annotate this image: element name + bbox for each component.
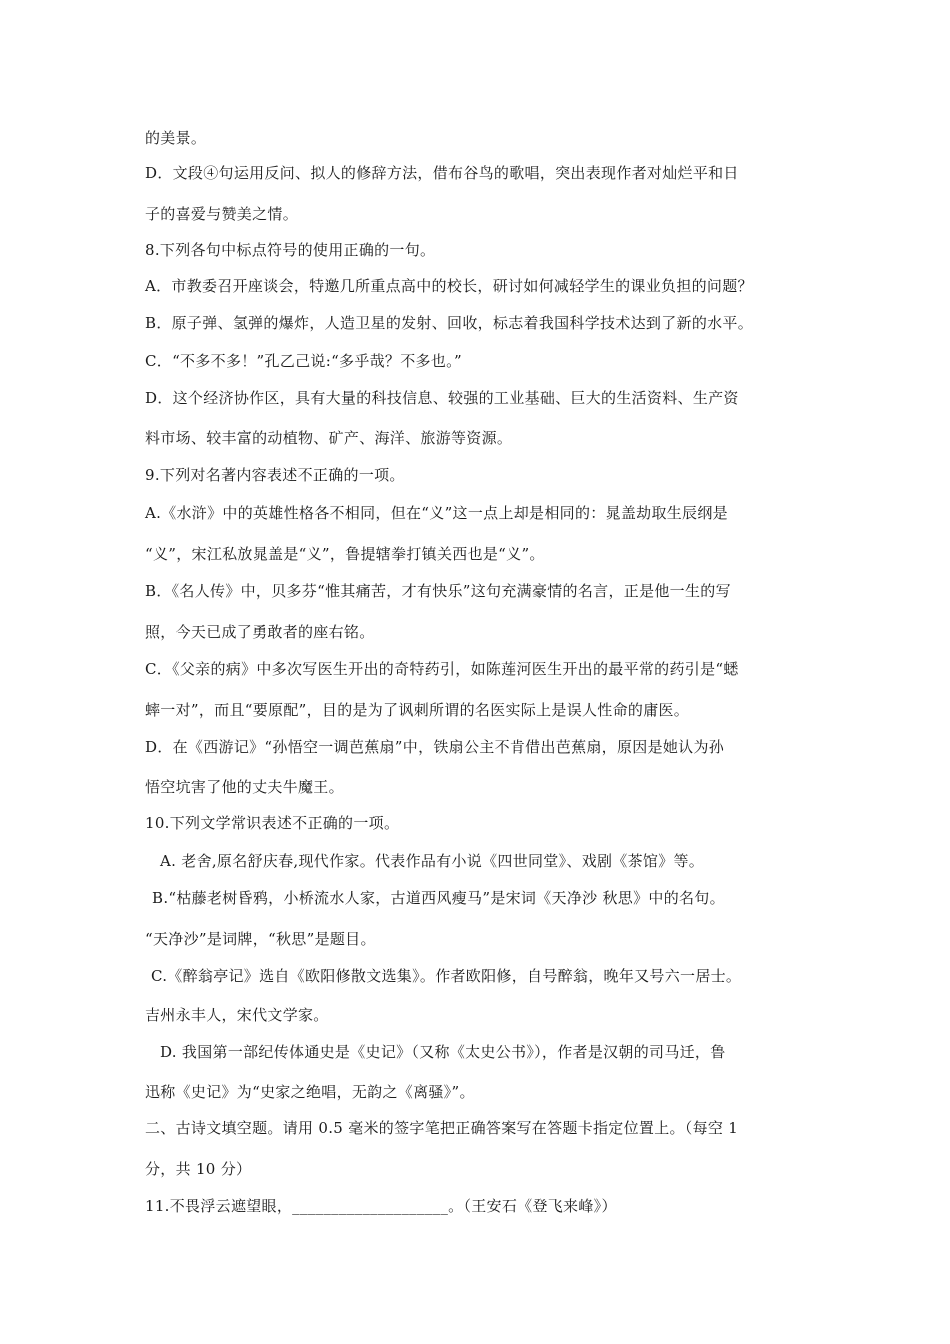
- option-d-line: D．在《西游记》“孙悟空一调芭蕉扇”中，铁扇公主不肯借出芭蕉扇，原因是她认为孙: [145, 738, 725, 756]
- text-line: 子的喜爱与赞美之情。: [145, 205, 299, 223]
- section-2-title: 二、古诗文填空题。请用 0.5 毫米的签字笔把正确答案写在答题卡指定位置上。（每空 1: [145, 1119, 739, 1137]
- option-a-line: A. 老舍,原名舒庆春,现代作家。代表作品有小说《四世同堂》、戏剧《茶馆》等。: [160, 852, 705, 870]
- question-11-line: 11.不畏浮云遮望眼，____________________。（王安石《登飞来峰》）: [145, 1197, 617, 1215]
- option-d-line: D. 我国第一部纪传体通史是《史记》（又称《太史公书》），作者是汉朝的司马迁，鲁: [160, 1043, 726, 1061]
- option-b-line: B．《名人传》中，贝多芬“惟其痛苦，才有快乐”这句充满豪情的名言，正是他一生的写: [145, 582, 731, 600]
- text-line: 蟀一对”，而且“要原配”，目的是为了讽刺所谓的名医实际上是误人性命的庸医。: [145, 701, 690, 719]
- option-b-line: B.“枯藤老树昏鸦，小桥流水人家，古道西风瘦马”是宋词《天净沙 秋思》中的名句。: [152, 889, 725, 907]
- question-9-title: 9.下列对名著内容表述不正确的一项。: [145, 466, 405, 484]
- question-10-title: 10.下列文学常识表述不正确的一项。: [145, 814, 400, 832]
- option-c-line: C.《醉翁亭记》选自《欧阳修散文选集》。作者欧阳修，自号醉翁，晚年又号六一居士。: [151, 967, 742, 985]
- text-line: “天净沙”是词牌，“秋思”是题目。: [145, 930, 376, 948]
- option-c-line: C．“不多不多！”孔乙己说:“多乎哉？不多也。”: [145, 352, 462, 370]
- text-line: 迅称《史记》为“史家之绝唱，无韵之《离骚》”。: [145, 1083, 475, 1101]
- option-a-line: A.《水浒》中的英雄性格各不相同，但在“义”这一点上却是相同的：晁盖劫取生辰纲是: [145, 504, 728, 522]
- option-c-line: C．《父亲的病》中多次写医生开出的奇特药引，如陈莲河医生开出的最平常的药引是“蟋: [145, 660, 739, 678]
- text-line: 的美景。: [145, 129, 207, 147]
- text-line: 吉州永丰人，宋代文学家。: [145, 1006, 329, 1024]
- text-line: 照，今天已成了勇敢者的座右铭。: [145, 623, 375, 641]
- text-line: 悟空坑害了他的丈夫牛魔王。: [145, 778, 344, 796]
- question-8-title: 8.下列各句中标点符号的使用正确的一句。: [145, 241, 436, 259]
- option-d-line: D．这个经济协作区，具有大量的科技信息、较强的工业基础、巨大的生活资料、生产资: [145, 389, 739, 407]
- text-line: “义”，宋江私放晁盖是“义”，鲁提辖拳打镇关西也是“义”。: [145, 545, 545, 563]
- option-b-line: B．原子弹、氢弹的爆炸，人造卫星的发射、回收，标志着我国科学技术达到了新的水平。: [145, 314, 754, 332]
- option-d-line: D．文段④句运用反问、拟人的修辞方法，借布谷鸟的歌唱，突出表现作者对灿烂平和日: [145, 164, 739, 182]
- option-a-line: A．市教委召开座谈会，特邀几所重点高中的校长，研讨如何减轻学生的课业负担的问题？: [145, 277, 753, 295]
- text-line: 料市场、较丰富的动植物、矿产、海洋、旅游等资源。: [145, 429, 513, 447]
- text-line: 分，共 10 分）: [145, 1160, 252, 1178]
